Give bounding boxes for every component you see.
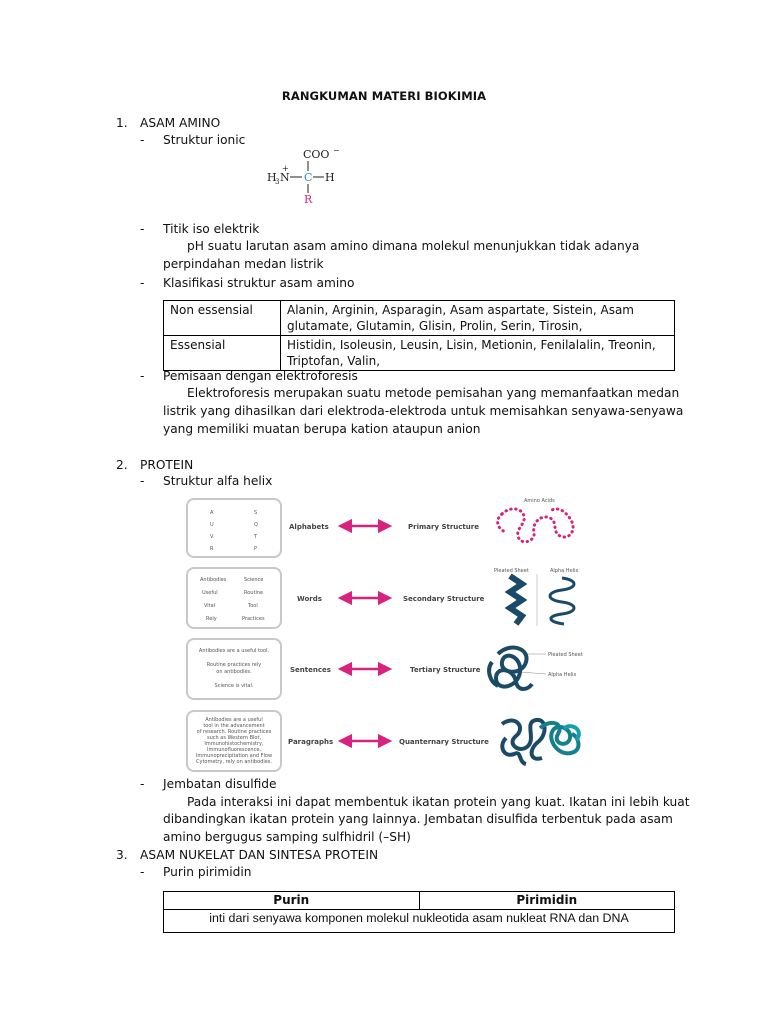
svg-text:Cytometry, rely on antibodies.: Cytometry, rely on antibodies. bbox=[196, 759, 272, 765]
formula-coo: COO bbox=[303, 148, 330, 161]
section-3-heading: ASAM NUKELAT DAN SINTESA PROTEIN bbox=[140, 848, 379, 862]
svg-text:of research. Routine practices: of research. Routine practices bbox=[196, 729, 272, 735]
bullet-dash: - bbox=[140, 777, 145, 791]
primary-chain-tail bbox=[498, 514, 506, 532]
bullet-dash: - bbox=[140, 276, 145, 290]
label-sentences: Sentences bbox=[290, 666, 331, 674]
label-secondary: Secondary Structure bbox=[403, 595, 485, 603]
protein-structure-figure bbox=[180, 492, 600, 772]
section-2-heading: PROTEIN bbox=[140, 458, 194, 472]
klasifikasi-label: Klasifikasi struktur asam amino bbox=[163, 276, 355, 290]
bullet-dash: - bbox=[140, 865, 145, 879]
table-row bbox=[164, 910, 675, 933]
section-3-number: 3. bbox=[116, 848, 128, 862]
svg-text:Tool: Tool bbox=[248, 603, 258, 609]
label-tertiary-alpha: Alpha Helix bbox=[548, 672, 577, 678]
svg-text:tool in the advancement: tool in the advancement bbox=[203, 723, 265, 729]
bullet-dash: - bbox=[140, 474, 145, 488]
svg-text:Immunohistochemistry,: Immunohistochemistry, bbox=[204, 741, 264, 747]
label-words: Words bbox=[297, 595, 322, 603]
svg-text:on antibodies.: on antibodies. bbox=[216, 669, 252, 675]
pleated-sheet-shape bbox=[510, 576, 522, 624]
formula-plus: + bbox=[282, 164, 289, 173]
formula-c: C bbox=[304, 171, 313, 184]
figure-diagram bbox=[180, 492, 600, 772]
tertiary-leader-2 bbox=[520, 672, 546, 674]
label-tertiary-pleated: Pleated Sheet bbox=[548, 652, 583, 658]
svg-text:R: R bbox=[210, 546, 214, 552]
table-cell-head: Non essensial bbox=[164, 301, 281, 336]
disulfide-text-3: amino bergugus samping sulfhidril (–SH) bbox=[163, 830, 411, 844]
section-2-number: 2. bbox=[116, 458, 128, 472]
formula-h-right: H bbox=[325, 171, 335, 184]
svg-text:U: U bbox=[210, 522, 214, 528]
label-quaternary: Quanternary Structure bbox=[399, 738, 489, 746]
svg-text:Antibodies are a useful: Antibodies are a useful bbox=[205, 717, 263, 723]
label-alphabets: Alphabets bbox=[289, 523, 329, 531]
svg-text:Q: Q bbox=[254, 522, 258, 528]
table-header-row bbox=[164, 892, 675, 910]
formula-r: R bbox=[304, 193, 313, 206]
svg-text:T: T bbox=[254, 534, 258, 540]
label-amino-acids: Amino Acids bbox=[524, 498, 555, 504]
titik-iso-label: Titik iso elektrik bbox=[163, 222, 260, 236]
table-header-purin: Purin bbox=[164, 892, 420, 910]
titik-iso-text-1: pH suatu larutan asam amino dimana molekul menunjukkan tidak adanya bbox=[187, 239, 640, 253]
svg-text:Antibodies are a useful tool.: Antibodies are a useful tool. bbox=[198, 648, 270, 654]
svg-text:such as Western Blot,: such as Western Blot, bbox=[206, 735, 262, 741]
formula-minus: − bbox=[333, 146, 340, 155]
elektroforesis-text-3: yang memiliki muatan berupa kation ataupun anion bbox=[163, 422, 481, 436]
label-tertiary: Tertiary Structure bbox=[410, 666, 481, 674]
table-row bbox=[164, 336, 675, 371]
amino-classification-table bbox=[163, 300, 675, 371]
svg-text:P: P bbox=[254, 546, 258, 552]
bullet-dash: - bbox=[140, 369, 145, 383]
label-alpha-helix: Alpha Helix bbox=[550, 568, 579, 574]
svg-text:Immunofluorescence,: Immunofluorescence, bbox=[206, 747, 262, 753]
svg-text:Routine practices rely: Routine practices rely bbox=[206, 662, 262, 668]
svg-text:V: V bbox=[210, 534, 214, 540]
label-paragraphs: Paragraphs bbox=[288, 738, 334, 746]
disulfide-text-2: dibandingkan ikatan protein yang lainnya. Jembatan disulfida terbentuk pada asam bbox=[163, 812, 673, 826]
table-row bbox=[164, 301, 675, 336]
svg-text:S: S bbox=[254, 510, 258, 516]
formula-sub3: 3 bbox=[275, 178, 280, 186]
svg-text:A: A bbox=[210, 510, 214, 516]
table-cell-line: Alanin, Arginin, Asparagin, Asam aspartate, Sistein, Asam bbox=[287, 303, 634, 317]
label-pleated-sheet: Pleated Sheet bbox=[494, 568, 529, 574]
alfa-helix-label: Struktur alfa helix bbox=[163, 474, 273, 488]
svg-text:Antibodies: Antibodies bbox=[200, 577, 227, 583]
elektroforesis-text-2: listrik yang dihasilkan dari elektroda-elektroda untuk memisahkan senyawa-senyawa bbox=[163, 404, 684, 418]
svg-text:Routine: Routine bbox=[244, 590, 264, 596]
disulfide-text-1: Pada interaksi ini dapat membentuk ikatan protein yang kuat. Ikatan ini lebih kuat bbox=[187, 795, 690, 809]
svg-text:Practices: Practices bbox=[242, 616, 265, 622]
svg-text:Rely: Rely bbox=[206, 616, 217, 622]
section-1-heading: ASAM AMINO bbox=[140, 116, 221, 130]
purin-pirimidin-label: Purin pirimidin bbox=[163, 865, 252, 879]
section-1-number: 1. bbox=[116, 116, 128, 130]
disulfide-label: Jembatan disulfide bbox=[163, 777, 277, 791]
alpha-helix-shape bbox=[550, 578, 574, 624]
label-primary: Primary Structure bbox=[408, 523, 479, 531]
svg-text:Vital: Vital bbox=[204, 603, 216, 609]
formula-h: H bbox=[267, 171, 277, 184]
svg-text:Useful: Useful bbox=[202, 590, 218, 596]
struktur-ionic-label: Struktur ionic bbox=[163, 133, 246, 147]
bullet-dash: - bbox=[140, 133, 145, 147]
page-title: RANGKUMAN MATERI BIOKIMIA bbox=[281, 89, 487, 103]
svg-text:Science is vital.: Science is vital. bbox=[214, 683, 254, 689]
table-cell-line: Histidin, Isoleusin, Leusin, Lisin, Metionin, Fenilalalin, Treonin, bbox=[287, 338, 656, 352]
svg-text:Immunoprecipitation and Flow: Immunoprecipitation and Flow bbox=[195, 753, 273, 759]
elektroforesis-text-1: Elektroforesis merupakan suatu metode pemisahan yang memanfaatkan medan bbox=[187, 386, 680, 400]
amino-acid-formula bbox=[262, 142, 342, 206]
elektroforesis-label: Pemisaan dengan elektroforesis bbox=[163, 369, 358, 383]
tertiary-shape bbox=[496, 648, 532, 689]
table-cell bbox=[281, 336, 675, 371]
table-cell bbox=[281, 301, 675, 336]
purin-pirimidin-table bbox=[163, 891, 675, 933]
formula-n: N bbox=[280, 171, 290, 184]
primary-chain bbox=[502, 509, 573, 542]
svg-text:Science: Science bbox=[244, 577, 264, 583]
table-header-pirimidin: Pirimidin bbox=[419, 892, 675, 910]
table-cell-line: Triptofan, Valin, bbox=[287, 354, 381, 368]
table-cell-purin-desc: inti dari senyawa komponen molekul nukleotida asam nukleat RNA dan DNA bbox=[164, 910, 675, 933]
bullet-dash: - bbox=[140, 222, 145, 236]
titik-iso-text-2: perpindahan medan listrik bbox=[163, 257, 324, 271]
table-cell-line: glutamate, Glutamin, Glisin, Prolin, Serin, Tirosin, bbox=[287, 319, 583, 333]
table-cell-head: Essensial bbox=[164, 336, 281, 371]
